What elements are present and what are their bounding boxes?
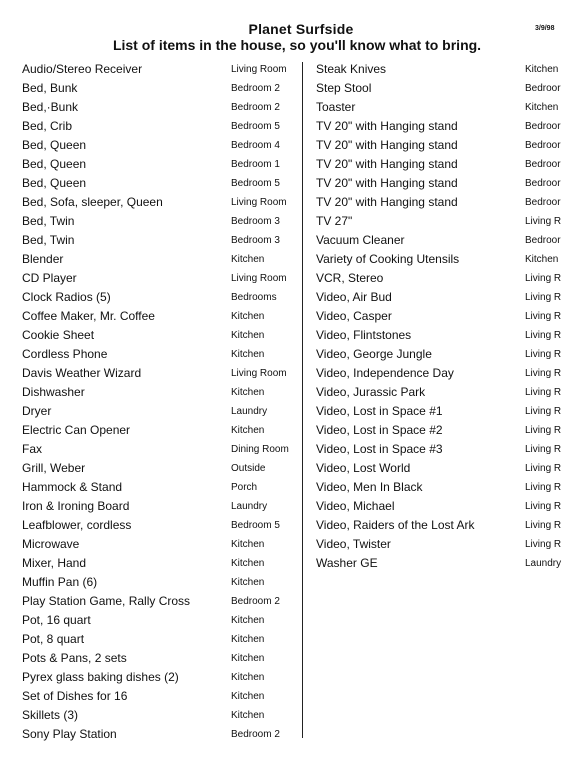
item-name: Leafblower, cordless [22,518,132,532]
page-title: Planet Surfside [248,21,354,37]
list-item [306,440,562,459]
item-name: Cordless Phone [22,347,108,361]
item-name: Muffin Pan (6) [22,575,98,589]
item-name: Pyrex glass baking dishes (2) [22,670,179,684]
list-item [306,516,562,535]
item-name: Bed,·Bunk [22,100,79,114]
item-name: Video, Lost in Space #2 [316,423,443,437]
list-item [0,155,300,174]
item-location: Bedroom 5 [231,520,280,531]
list-item [0,326,300,345]
item-name: TV 20" with Hanging stand [316,119,458,133]
item-name: Video, Lost in Space #3 [316,442,443,456]
item-location: Dining Room [231,444,289,455]
item-name: Bed, Bunk [22,81,78,95]
list-item [306,326,562,345]
item-location: Kitchen [231,311,265,322]
list-item [306,136,562,155]
item-name: Step Stool [316,81,372,95]
list-item [0,345,300,364]
item-location: Bedroor [525,235,561,246]
item-location: Laundry [231,501,268,512]
list-item [0,440,300,459]
item-location: Bedroom 5 [231,178,280,189]
column-divider [302,62,303,738]
item-location: Kitchen [525,254,559,265]
item-location: Living R [525,520,562,531]
item-name: Video, Lost World [316,461,411,475]
list-item [306,117,562,136]
item-location: Kitchen [231,710,265,721]
list-item [0,611,300,630]
list-item [0,174,300,193]
item-location: Kitchen [525,102,559,113]
item-location: Living R [525,349,562,360]
item-location: Kitchen [231,349,265,360]
item-name: Bed, Queen [22,138,87,152]
item-name: Steak Knives [316,62,387,76]
item-name: Pot, 16 quart [22,613,91,627]
list-item [0,269,300,288]
list-item [0,573,300,592]
item-name: Video, Jurassic Park [316,385,426,399]
item-name: Bed, Queen [22,176,87,190]
item-location: Bedroom 2 [231,83,280,94]
list-item [0,402,300,421]
item-name: Mixer, Hand [22,556,87,570]
item-location: Kitchen [231,672,265,683]
item-name: TV 20" with Hanging stand [316,138,458,152]
list-item [0,383,300,402]
item-location: Living R [525,444,562,455]
item-location: Bedroom 2 [231,596,280,607]
item-location: Living Room [231,368,287,379]
item-location: Living R [525,501,562,512]
item-location: Kitchen [231,254,265,265]
list-item [306,402,562,421]
item-name: VCR, Stereo [316,271,384,285]
list-item [306,307,562,326]
item-name: Pots & Pans, 2 sets [22,651,127,665]
item-location: Bedroor [525,121,561,132]
item-location: Bedroom 3 [231,235,280,246]
item-name: Pot, 8 quart [22,632,85,646]
list-item [0,136,300,155]
item-location: Kitchen [231,653,265,664]
item-location: Living R [525,539,562,550]
list-item [0,307,300,326]
item-name: Variety of Cooking Utensils [316,252,460,266]
item-location: Living R [525,292,562,303]
item-location: Living R [525,463,562,474]
item-location: Kitchen [231,634,265,645]
list-item [0,231,300,250]
right-item-column [306,60,562,573]
left-item-column [0,60,300,744]
list-item [306,155,562,174]
item-location: Bedroom 2 [231,102,280,113]
item-name: Audio/Stereo Receiver [22,62,143,76]
item-location: Porch [231,482,258,493]
item-name: Sony Play Station [22,727,117,741]
list-item [306,212,562,231]
list-item [0,554,300,573]
item-location: Bedroor [525,83,561,94]
list-item [306,421,562,440]
list-item [0,668,300,687]
item-location: Living R [525,311,562,322]
item-name: Video, Michael [316,499,395,513]
item-location: Bedroor [525,178,561,189]
list-item [0,60,300,79]
item-name: Bed, Twin [22,233,75,247]
item-location: Living R [525,387,562,398]
item-location: Bedroor [525,140,561,151]
item-location: Bedrooms [231,292,277,303]
item-name: Bed, Crib [22,119,73,133]
item-location: Bedroom 4 [231,140,280,151]
list-item [306,250,562,269]
item-name: Microwave [22,537,80,551]
item-location: Kitchen [231,330,265,341]
list-item [0,592,300,611]
list-item [0,250,300,269]
list-item [0,117,300,136]
item-location: Bedroor [525,197,561,208]
item-name: Toaster [316,100,356,114]
item-location: Bedroom 1 [231,159,280,170]
list-item [306,459,562,478]
item-name: Washer GE [316,556,378,570]
item-location: Outside [231,463,266,474]
item-location: Kitchen [231,425,265,436]
list-item [0,364,300,383]
item-location: Living R [525,368,562,379]
item-location: Living Room [231,64,287,75]
list-item [306,98,562,117]
item-name: Video, Lost in Space #1 [316,404,443,418]
item-name: Davis Weather Wizard [22,366,142,380]
list-item [0,725,300,744]
item-location: Living R [525,425,562,436]
item-name: Video, Casper [316,309,392,323]
item-location: Living Room [231,197,287,208]
item-name: Play Station Game, Rally Cross [22,594,191,608]
list-item [306,231,562,250]
item-name: TV 20" with Hanging stand [316,195,458,209]
list-item [306,174,562,193]
list-item [0,497,300,516]
list-item [0,478,300,497]
list-item [306,364,562,383]
list-item [306,288,562,307]
item-location: Kitchen [525,64,559,75]
list-item [306,535,562,554]
item-name: Cookie Sheet [22,328,95,342]
item-name: Bed, Twin [22,214,75,228]
date-stamp: 3/9/98 [535,25,555,32]
list-item [0,630,300,649]
item-location: Kitchen [231,387,265,398]
item-name: Electric Can Opener [22,423,131,437]
item-location: Laundry [231,406,268,417]
list-item [0,459,300,478]
list-item [0,193,300,212]
item-name: Dryer [22,404,52,418]
item-name: Video, Raiders of the Lost Ark [316,518,475,532]
item-name: Skillets (3) [22,708,79,722]
item-name: Dishwasher [22,385,85,399]
item-name: Bed, Sofa, sleeper, Queen [22,195,163,209]
list-item [306,193,562,212]
item-location: Bedroom 5 [231,121,280,132]
item-name: TV 20" with Hanging stand [316,176,458,190]
list-item [306,60,562,79]
list-item [0,79,300,98]
list-item [0,212,300,231]
item-name: Video, Air Bud [316,290,392,304]
list-item [0,649,300,668]
item-location: Bedroom 3 [231,216,280,227]
item-name: Video, Independence Day [316,366,454,380]
item-location: Kitchen [231,615,265,626]
item-name: Iron & Ironing Board [22,499,130,513]
list-item [0,421,300,440]
list-item [306,497,562,516]
item-name: Bed, Queen [22,157,87,171]
item-location: Bedroor [525,159,561,170]
page-subtitle: List of items in the house, so you'll know what to bring. [112,37,482,53]
item-name: Coffee Maker, Mr. Coffee [22,309,155,323]
item-name: Grill, Weber [22,461,86,475]
item-location: Bedroom 2 [231,729,280,740]
item-name: Clock Radios (5) [22,290,111,304]
item-name: Hammock & Stand [22,480,123,494]
item-location: Kitchen [231,577,265,588]
list-item [306,478,562,497]
list-item [306,269,562,288]
list-item [306,345,562,364]
item-location: Kitchen [231,539,265,550]
item-name: Vacuum Cleaner [316,233,405,247]
item-location: Living R [525,216,562,227]
list-item [306,383,562,402]
list-item [0,535,300,554]
item-name: Video, George Jungle [316,347,432,361]
list-item [0,288,300,307]
item-location: Living R [525,482,562,493]
list-item [0,687,300,706]
item-location: Living R [525,330,562,341]
list-item [0,516,300,535]
item-location: Living R [525,273,562,284]
item-location: Kitchen [231,558,265,569]
list-item [0,98,300,117]
item-location: Living R [525,406,562,417]
item-name: CD Player [22,271,77,285]
list-item [306,79,562,98]
item-name: TV 27" [316,214,353,228]
item-name: Video, Men In Black [316,480,423,494]
item-name: Fax [22,442,43,456]
item-name: Blender [22,252,64,266]
item-name: Video, Twister [316,537,391,551]
item-location: Kitchen [231,691,265,702]
item-location: Living Room [231,273,287,284]
list-item [306,554,562,573]
item-name: Set of Dishes for 16 [22,689,128,703]
item-location: Laundry [525,558,562,569]
item-name: TV 20" with Hanging stand [316,157,458,171]
item-name: Video, Flintstones [316,328,412,342]
list-item [0,706,300,725]
